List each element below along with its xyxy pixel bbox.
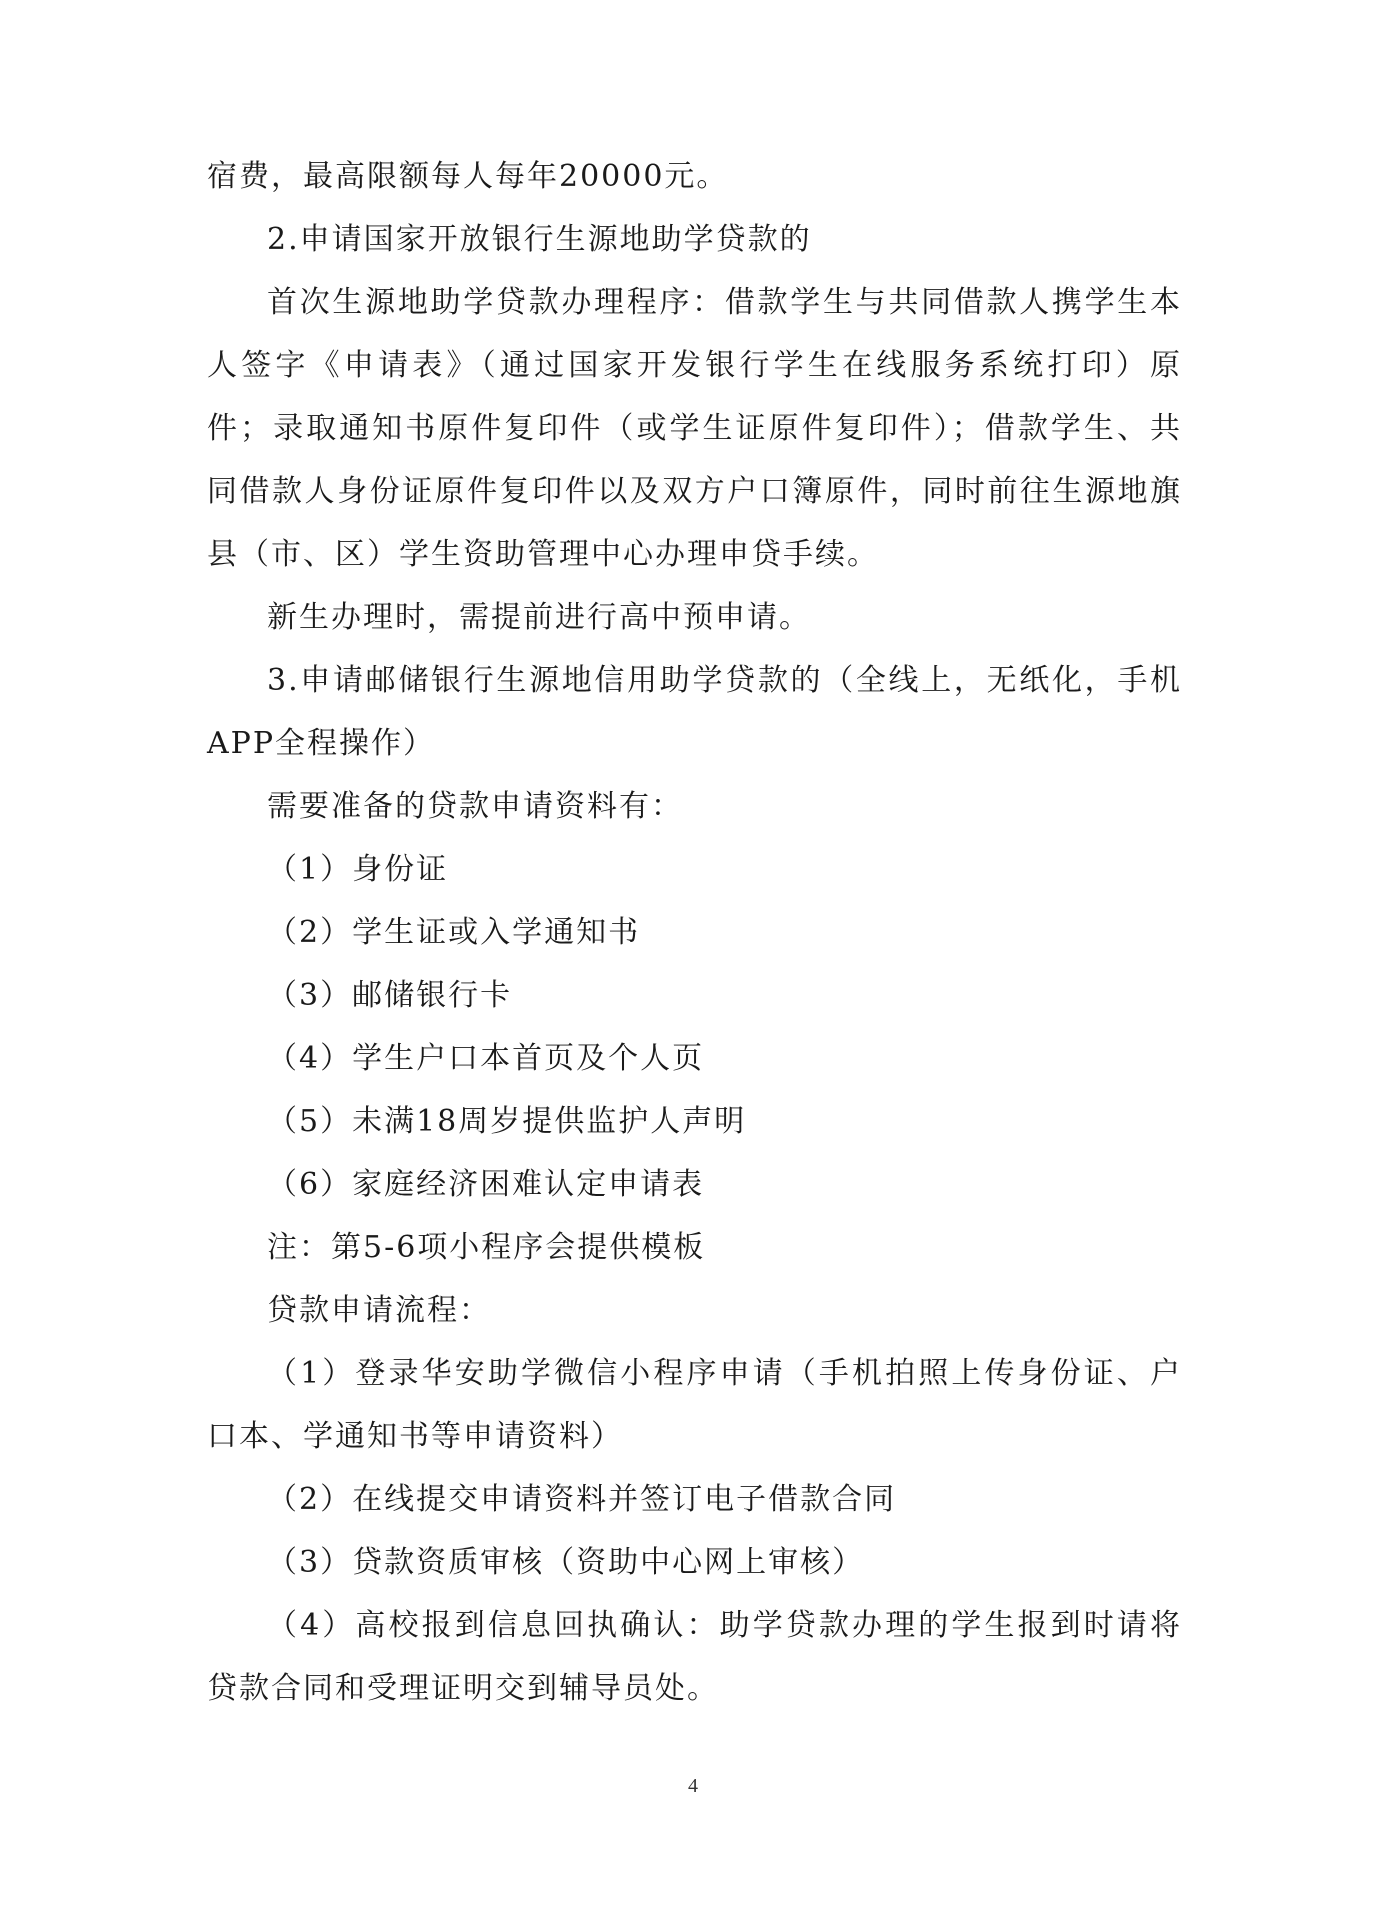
list-item-material-3: （3）邮储银行卡 <box>267 978 513 1013</box>
list-item-material-5: （5）未满18周岁提供监护人声明 <box>267 1104 747 1139</box>
paragraph-process-heading: 贷款申请流程： <box>267 1293 491 1328</box>
page-number: 4 <box>688 1775 698 1797</box>
paragraph-template-note: 注：第5-6项小程序会提供模板 <box>267 1230 706 1265</box>
list-item-material-4: （4）学生户口本首页及个人页 <box>267 1041 705 1076</box>
list-item-step-1: （1）登录华安助学微信小程序申请（手机拍照上传身份证、户口本、学通知书等申请资料） <box>207 1356 1182 1454</box>
paragraph-cdb-procedure: 首次生源地助学贷款办理程序：借款学生与共同借款人携学生本人签字《申请表》（通过国家开发银行学生在线服务系统打印）原件；录取通知书原件复印件（或学生证原件复印件）；借款学生、共同借款人身份证原件复印件以及双方户口簿原件，同时前往生源地旗县（市、区）学生资助管理中心办理申贷手续。 <box>207 285 1182 572</box>
paragraph-freshman-note: 新生办理时，需提前进行高中预申请。 <box>267 600 811 635</box>
paragraph-dormitory-fee: 宿费，最高限额每人每年20000元。 <box>207 159 729 194</box>
paragraph-psbc-heading: 3.申请邮储银行生源地信用助学贷款的（全线上，无纸化，手机APP全程操作） <box>207 663 1182 761</box>
document-body <box>207 145 1182 1720</box>
paragraph-materials-heading: 需要准备的贷款申请资料有： <box>267 789 683 824</box>
list-item-material-1: （1）身份证 <box>267 852 449 887</box>
list-item-material-6: （6）家庭经济困难认定申请表 <box>267 1167 705 1202</box>
list-item-material-2: （2）学生证或入学通知书 <box>267 915 641 950</box>
list-item-step-4: （4）高校报到信息回执确认：助学贷款办理的学生报到时请将贷款合同和受理证明交到辅导员处。 <box>207 1608 1182 1706</box>
list-item-step-3: （3）贷款资质审核（资助中心网上审核） <box>267 1545 865 1580</box>
paragraph-cdb-heading: 2.申请国家开放银行生源地助学贷款的 <box>267 222 812 257</box>
list-item-step-2: （2）在线提交申请资料并签订电子借款合同 <box>267 1482 897 1517</box>
